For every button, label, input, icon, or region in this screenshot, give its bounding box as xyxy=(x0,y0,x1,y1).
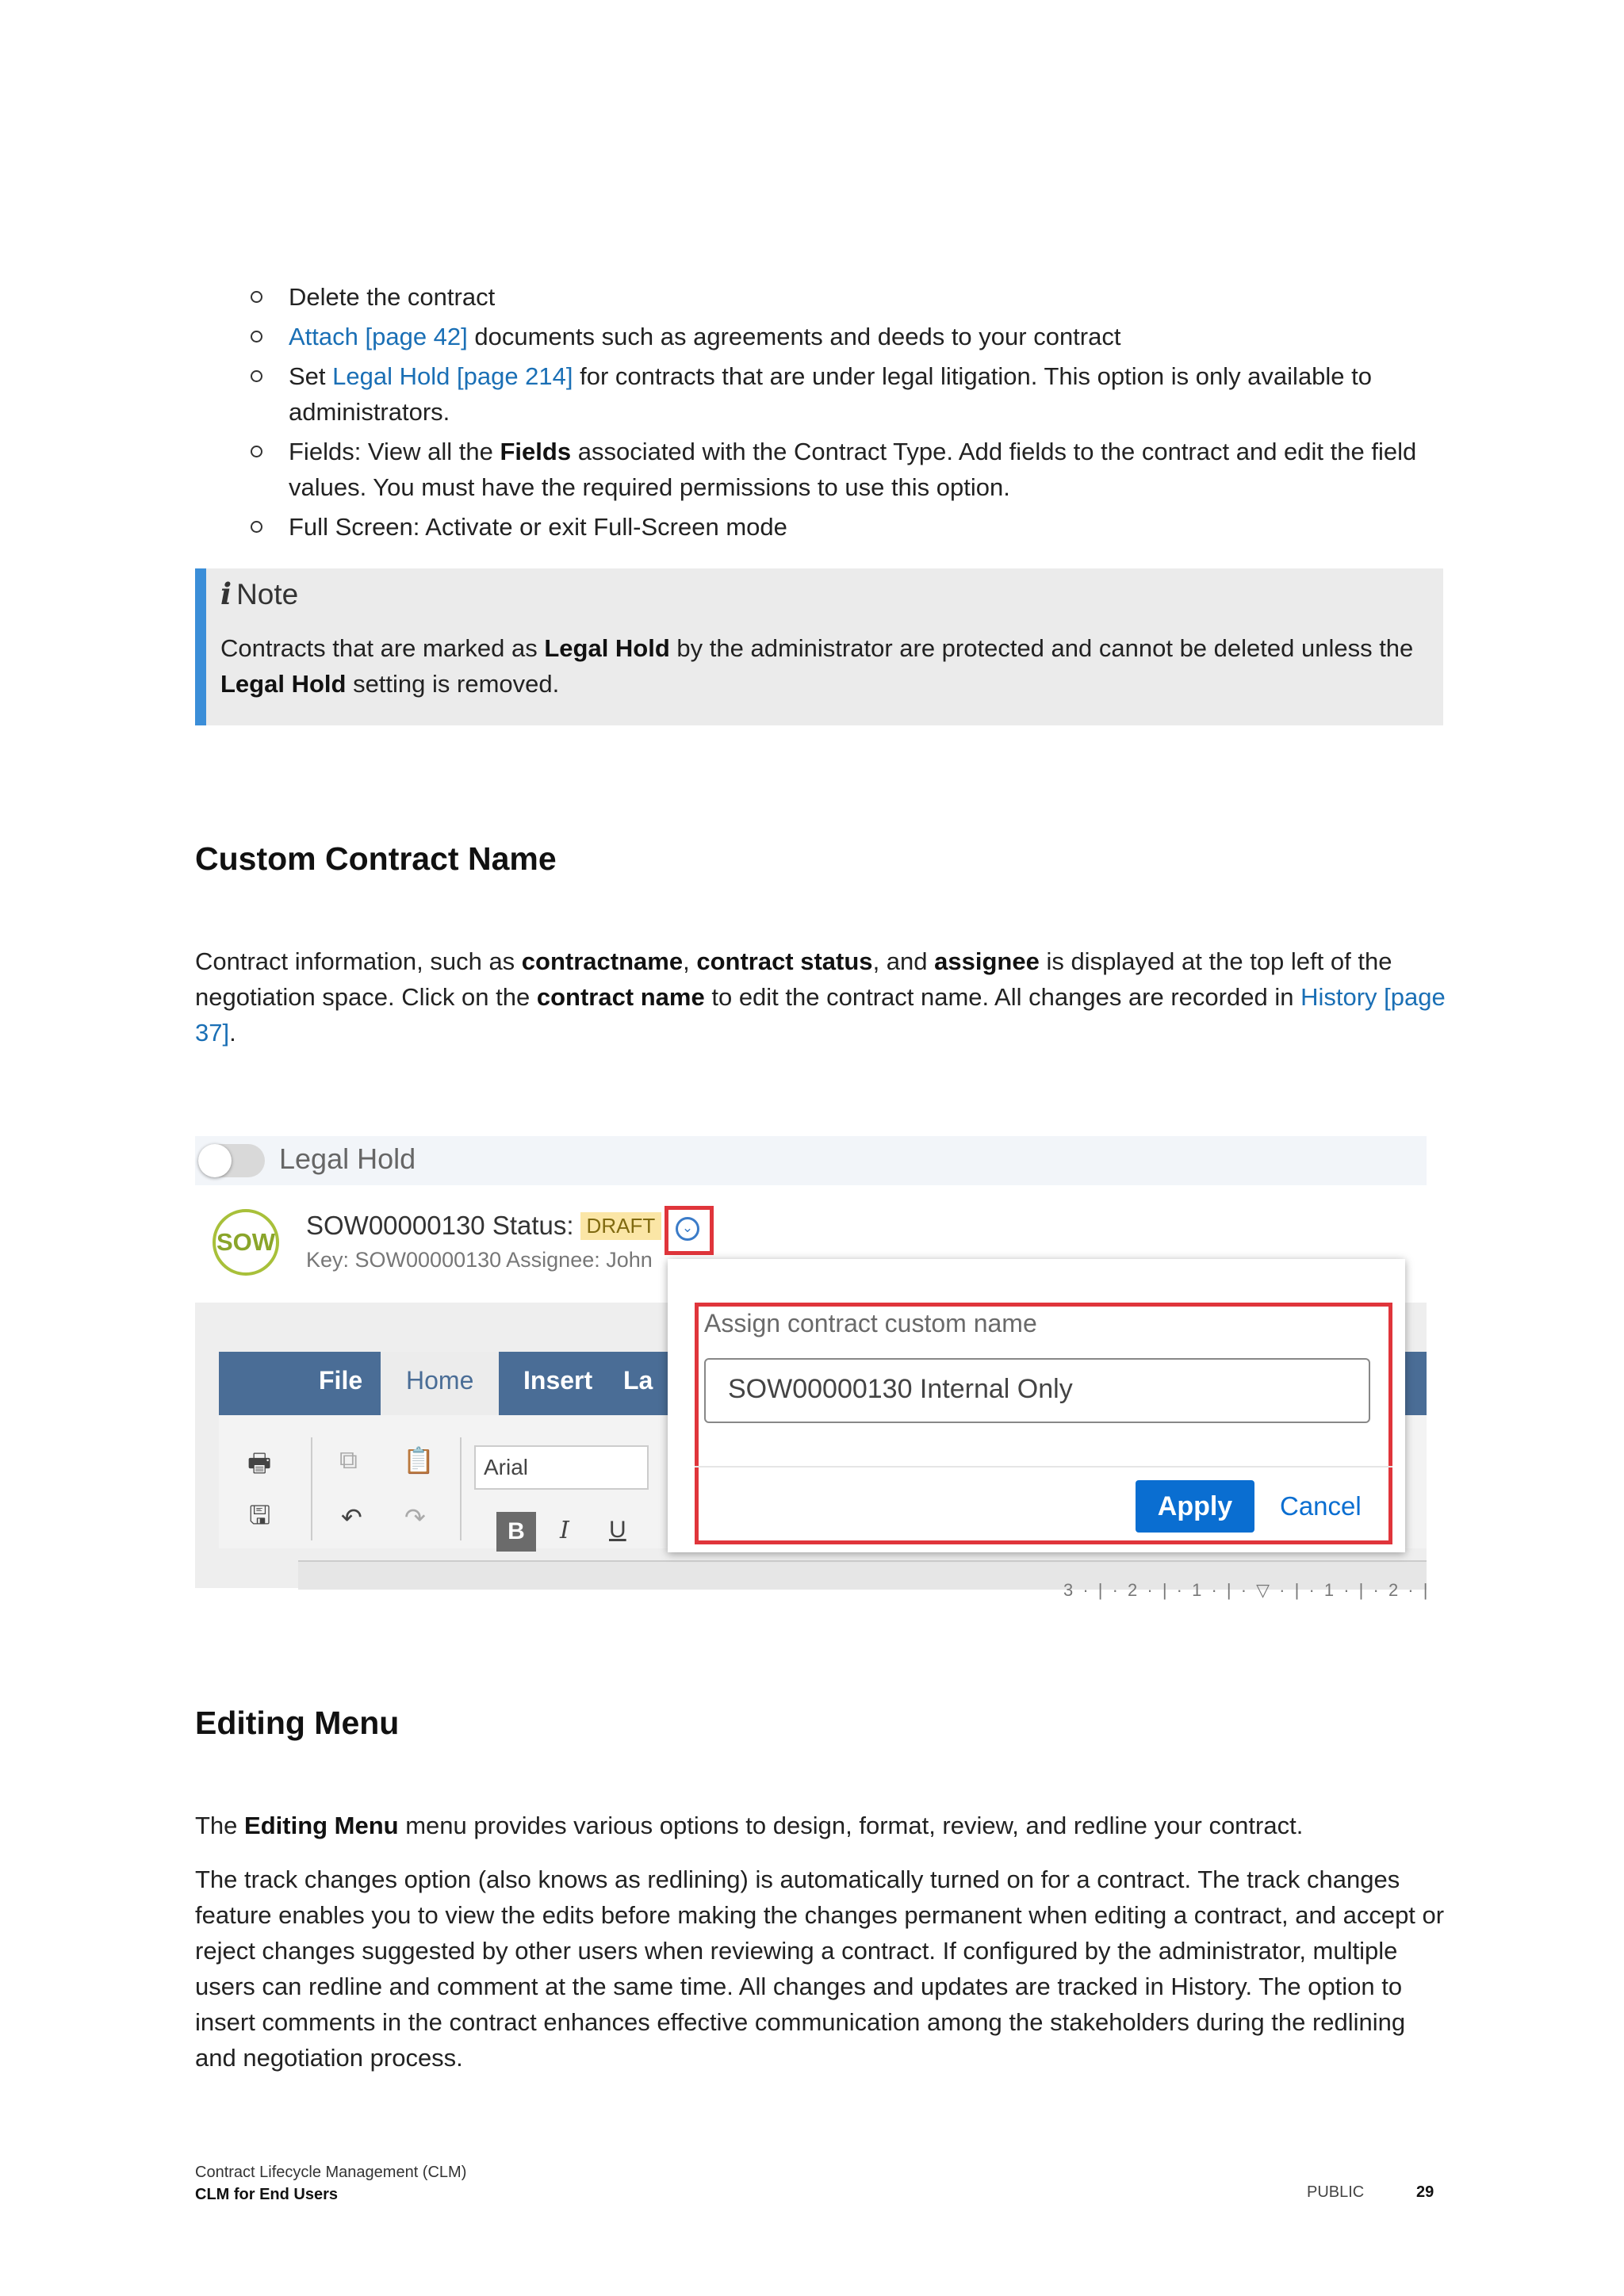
save-icon[interactable]: 🖫 xyxy=(249,1501,271,1529)
bullet-fullscreen-text: Full Screen: Activate or exit Full-Screen mode xyxy=(289,513,787,541)
legal-hold-label: Legal Hold xyxy=(279,1142,416,1175)
tab-home[interactable]: Home xyxy=(381,1352,499,1415)
note-text-part: by the administrator are protected and cannot be deleted unless the xyxy=(669,634,1414,662)
bullet-fields-text: Fields: View all the xyxy=(289,438,500,465)
font-family-select[interactable]: Arial xyxy=(474,1445,649,1490)
para-text: to edit the contract name. All changes are recorded in xyxy=(704,983,1301,1011)
history-link[interactable]: History [page 37] xyxy=(195,983,1446,1047)
note-text xyxy=(220,630,1426,702)
contract-name-text[interactable]: SOW00000130 Status: xyxy=(306,1211,574,1240)
para-text: The xyxy=(195,1812,245,1839)
para-text: , xyxy=(683,947,697,975)
tab-file[interactable]: File xyxy=(319,1366,363,1395)
chevron-down-icon[interactable]: ⌄ xyxy=(676,1217,699,1241)
list-item xyxy=(238,319,1443,354)
legal-hold-link[interactable]: Legal Hold [page 214] xyxy=(332,362,573,390)
underline-button[interactable]: U xyxy=(609,1517,626,1543)
option-bullet-list xyxy=(238,279,1443,549)
contract-key-line: Key: SOW00000130 Assignee: John xyxy=(306,1248,653,1272)
legal-hold-bar xyxy=(195,1136,1427,1185)
toolbar-divider xyxy=(311,1437,312,1540)
list-item xyxy=(238,509,1443,545)
toolbar-divider xyxy=(460,1437,462,1540)
bold-button[interactable]: B xyxy=(496,1512,536,1552)
para-text: . xyxy=(229,1019,236,1047)
note-title-text: Note xyxy=(236,578,299,610)
track-changes-paragraph: The track changes option (also knows as redlining) is automatically turned on for a contract. The track changes feature enables you to view the edits before making the changes permanent when editing a contract, and accept or reject changes suggested by other users when reviewing a contract. If configured by the administrator, multiple users can redline and comment at the same time. All changes and updates are tracked in History. The option to insert comments in the contract enhances effective communication among the stakeholders during the redlining and negotiation process. xyxy=(195,1866,1445,2072)
custom-name-dropdown-highlight xyxy=(665,1206,714,1255)
contract-name[interactable] xyxy=(306,1211,661,1241)
redo-icon[interactable]: ↷ xyxy=(404,1503,426,1532)
page-number: 29 xyxy=(1416,2183,1434,2201)
note-title xyxy=(220,576,298,611)
bullet-legal-text: Set xyxy=(289,362,333,390)
para-text: is displayed at the top left of the negotiation space. Click on the xyxy=(195,947,1392,1011)
bullet-fields-rest: associated with the Contract Type. Add fields to the contract and edit the field values. You must have the required permissions to use this option. xyxy=(289,438,1417,501)
custom-name-label: Assign contract custom name xyxy=(704,1309,1037,1337)
footer-product: Contract Lifecycle Management (CLM) xyxy=(195,2164,467,2181)
para-text: Contract information, such as xyxy=(195,947,522,975)
toggle-knob xyxy=(198,1144,232,1177)
note-text-part: Contracts that are marked as xyxy=(220,634,545,662)
list-item xyxy=(238,358,1443,430)
editing-menu-heading: Editing Menu xyxy=(195,1705,400,1741)
para-bold: contract name xyxy=(536,983,705,1011)
popup-divider xyxy=(695,1466,1392,1468)
note-bold-legal-hold: Legal Hold xyxy=(544,634,670,662)
para-bold: assignee xyxy=(934,947,1040,975)
undo-icon[interactable]: ↶ xyxy=(341,1503,362,1532)
bullet-delete-text: Delete the contract xyxy=(289,283,496,311)
cancel-button[interactable]: Cancel xyxy=(1280,1491,1362,1521)
footer-classification: PUBLIC xyxy=(1307,2183,1365,2201)
para-text: menu provides various options to design, format, review, and redline your contract. xyxy=(398,1812,1304,1839)
note-bold-legal-hold: Legal Hold xyxy=(220,670,347,698)
para-bold: contract status xyxy=(696,947,873,975)
para-bold: Editing Menu xyxy=(244,1812,399,1839)
para-text: , and xyxy=(872,947,935,975)
copy-icon[interactable]: ⧉ xyxy=(339,1445,358,1474)
editing-menu-intro xyxy=(195,1808,1448,1843)
ruler-ticks: 3 · | · 2 · | · 1 · | · ▽ · | · 1 · | · 2 · | xyxy=(1063,1580,1431,1600)
tab-insert[interactable]: Insert xyxy=(523,1366,593,1395)
sow-logo: SOW xyxy=(213,1209,279,1276)
bullet-attach-text: documents such as agreements and deeds to your contract xyxy=(467,323,1121,350)
custom-name-input[interactable]: SOW00000130 Internal Only xyxy=(704,1358,1370,1423)
para-bold: contractname xyxy=(521,947,684,975)
custom-contract-name-paragraph xyxy=(195,943,1448,1050)
list-item xyxy=(238,434,1443,505)
custom-name-screenshot xyxy=(195,1136,1431,1600)
bullet-legal-rest: for contracts that are under legal litigation. This option is only available to administrators. xyxy=(289,362,1373,426)
tab-layout[interactable]: La xyxy=(623,1366,653,1395)
footer-doc-info xyxy=(195,2161,466,2206)
list-item xyxy=(238,279,1443,315)
custom-contract-name-heading: Custom Contract Name xyxy=(195,840,557,877)
status-badge: DRAFT xyxy=(580,1212,662,1240)
note-text-part: setting is removed. xyxy=(346,670,560,698)
legal-hold-toggle[interactable] xyxy=(198,1144,265,1177)
bullet-fields-bold: Fields xyxy=(500,438,572,465)
print-icon[interactable]: 🖶 xyxy=(247,1448,272,1477)
apply-button[interactable]: Apply xyxy=(1136,1480,1254,1533)
attach-link[interactable]: Attach [page 42] xyxy=(289,323,468,350)
footer-guide: CLM for End Users xyxy=(195,2186,339,2203)
italic-button[interactable]: I xyxy=(560,1517,569,1544)
paste-icon[interactable]: 📋 xyxy=(403,1446,435,1475)
info-icon: i xyxy=(220,576,232,611)
note-box xyxy=(195,568,1443,725)
